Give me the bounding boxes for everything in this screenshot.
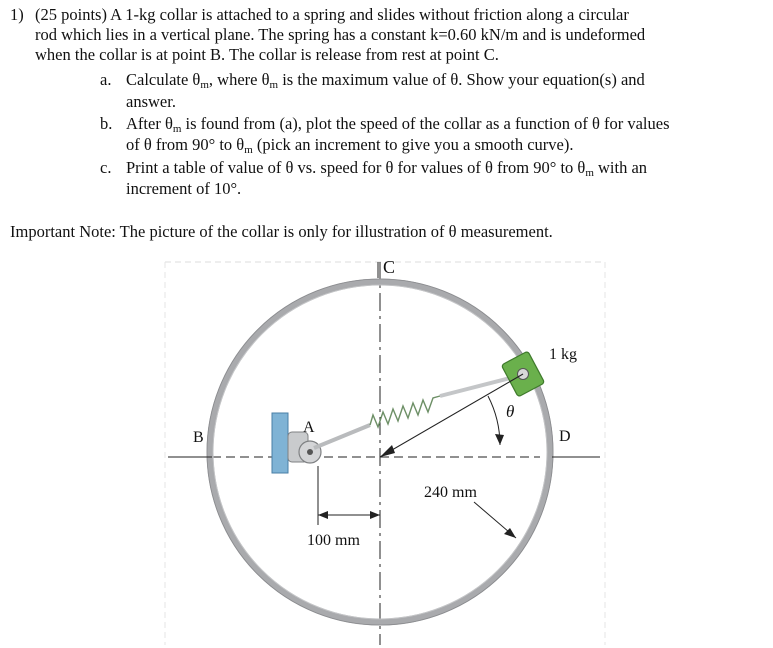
spring-rod <box>314 425 370 448</box>
spring-support <box>272 413 288 473</box>
part-a-line-2: answer. <box>126 92 176 111</box>
part-b-line-2: of θ from 90° to $\theta_m$ (pick an increment to give you a smooth curve). <box>126 135 574 156</box>
part-c-marker: c. <box>100 158 112 177</box>
part-c-line-2: increment of 10°. <box>126 179 242 198</box>
part-c-line-1: Print a table of value of θ vs. speed for θ for values of θ from 90° to $\theta_m$ with an <box>126 158 648 179</box>
label-d: D <box>559 428 571 445</box>
problem-number: 1) <box>10 5 24 24</box>
part-a-marker: a. <box>100 70 112 89</box>
part-b-marker: b. <box>100 114 113 133</box>
part-a-line-1: Calculate $\theta_m$, where $\theta_m$ is the maximum value of θ. Show your equation(s) and <box>126 70 645 91</box>
label-offset: 100 mm <box>307 532 360 549</box>
important-note: Important Note: The picture of the collar is only for illustration of θ measurement. <box>10 222 553 241</box>
radius-line <box>380 374 523 457</box>
part-b-line-1: After $\theta_m$ is found from (a), plot the speed of the collar as a function of θ for values <box>126 114 670 135</box>
label-radius: 240 mm <box>424 484 477 501</box>
label-a: A <box>303 419 315 436</box>
problem-line-1: (25 points) A 1-kg collar is attached to a spring and slides without friction along a circular <box>35 5 629 24</box>
label-theta: θ <box>506 402 515 421</box>
problem-line-3: when the collar is at point B. The collar is release from rest at point C. <box>35 45 499 64</box>
label-c: C <box>383 257 396 277</box>
label-b: B <box>193 429 204 446</box>
problem-line-2: rod which lies in a vertical plane. The spring has a constant k=0.60 kN/m and is undeformed <box>35 25 646 44</box>
label-mass: 1 kg <box>549 346 577 363</box>
